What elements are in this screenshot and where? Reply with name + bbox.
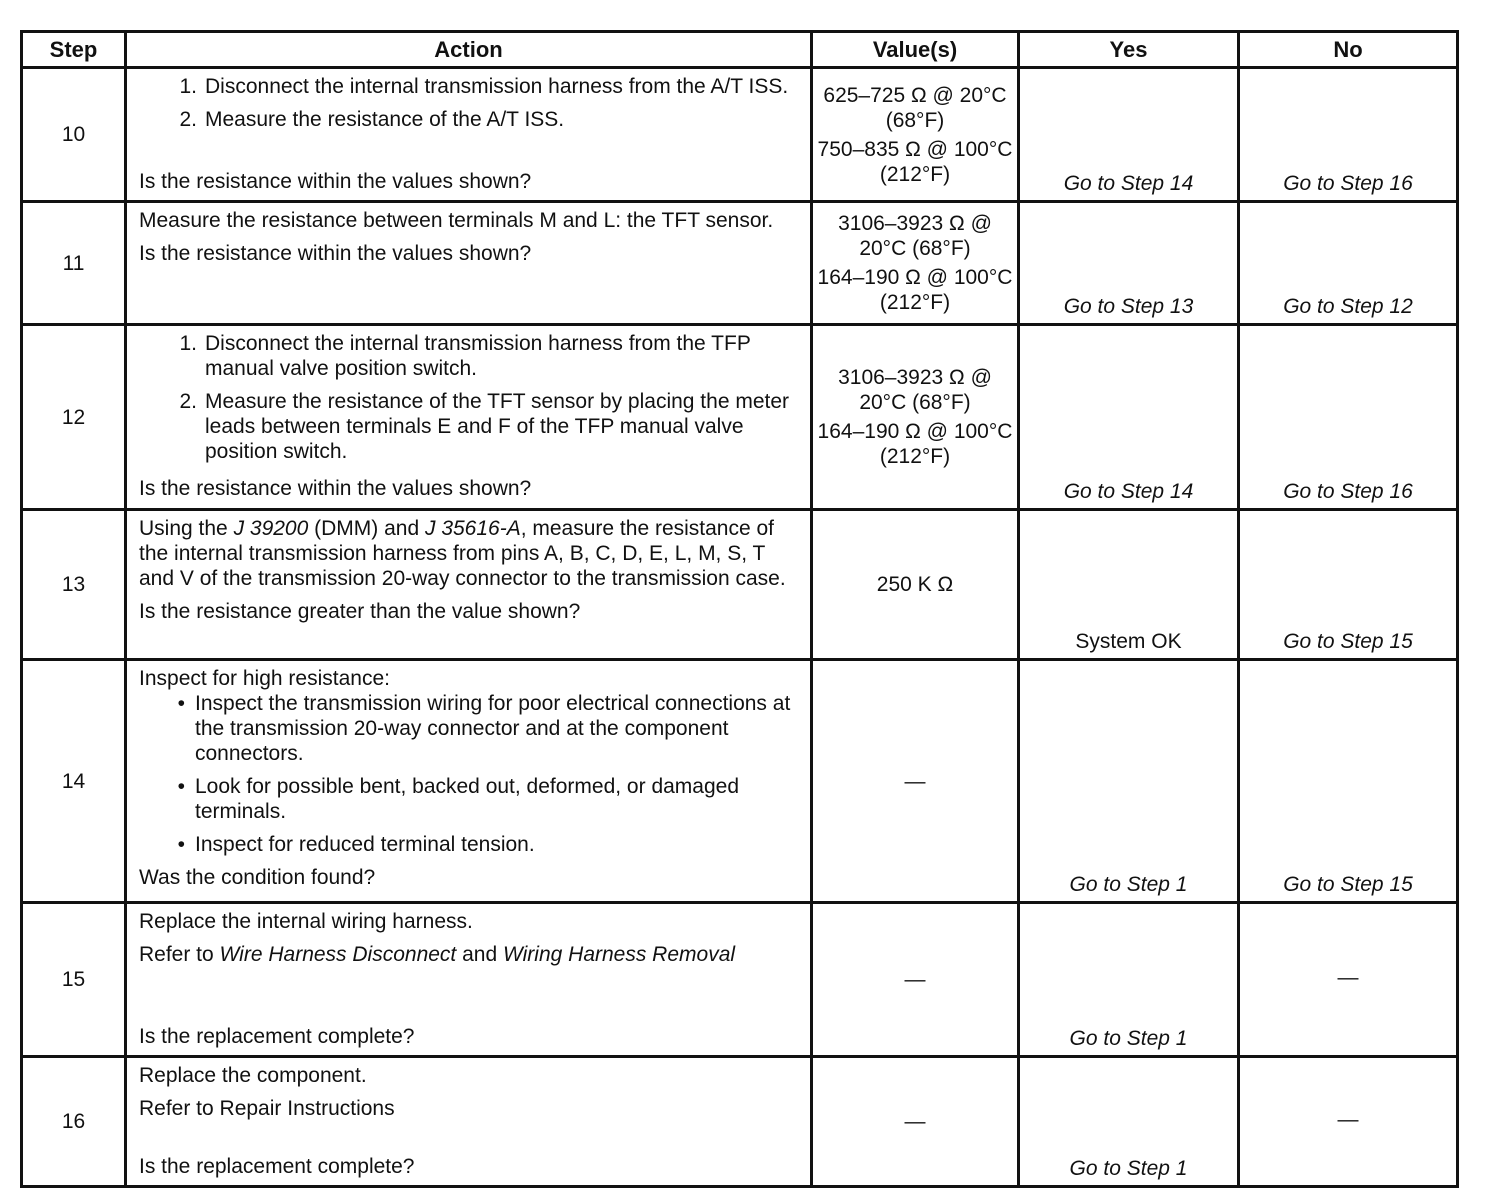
value-cell: — bbox=[812, 903, 1019, 1057]
procedure-reference: Wiring Harness Removal bbox=[503, 943, 736, 966]
step-number: 13 bbox=[22, 510, 126, 660]
bullet-item: • Inspect for reduced terminal tension. bbox=[177, 833, 535, 856]
action-question: Is the replacement complete? bbox=[139, 1025, 415, 1048]
value-text: 164–190 Ω @ 100°C (212°F) bbox=[817, 266, 1013, 314]
action-cell bbox=[126, 325, 812, 510]
action-question: Is the resistance greater than the value shown? bbox=[139, 600, 581, 623]
action-step: 1. Disconnect the internal transmission harness from the A/T ISS. bbox=[179, 75, 789, 98]
refer-text: Refer to Wire Harness Disconnect and Wiring Harness Removal bbox=[139, 943, 736, 966]
step-number: 14 bbox=[22, 660, 126, 903]
header-yes: Yes bbox=[1019, 32, 1239, 68]
value-text: 3106–3923 Ω @ 20°C (68°F) bbox=[838, 366, 992, 414]
action-text: Replace the internal wiring harness. bbox=[139, 910, 473, 933]
tool-reference: J 35616-A bbox=[424, 517, 521, 540]
diagnostic-table bbox=[20, 30, 1459, 1188]
value-text: 750–835 Ω @ 100°C (212°F) bbox=[817, 137, 1013, 186]
action-question: Is the resistance within the values shown? bbox=[139, 477, 532, 500]
bullet-item: • Look for possible bent, backed out, deformed, or damaged terminals. bbox=[177, 775, 740, 823]
yes-result: Go to Step 14 bbox=[1019, 68, 1239, 202]
table-row bbox=[22, 660, 1458, 903]
yes-result: Go to Step 1 bbox=[1019, 903, 1239, 1057]
yes-result: Go to Step 13 bbox=[1019, 202, 1239, 325]
header-step: Step bbox=[22, 32, 126, 68]
header-no: No bbox=[1239, 32, 1458, 68]
yes-result: Go to Step 1 bbox=[1019, 660, 1239, 903]
value-cell bbox=[812, 68, 1019, 202]
yes-result: Go to Step 1 bbox=[1019, 1057, 1239, 1187]
yes-result: System OK bbox=[1019, 510, 1239, 660]
value-cell bbox=[812, 325, 1019, 510]
action-question: Is the resistance within the values shown? bbox=[139, 170, 532, 193]
step-number: 11 bbox=[22, 202, 126, 325]
action-text: Replace the component. bbox=[139, 1064, 367, 1087]
no-result: Go to Step 12 bbox=[1239, 202, 1458, 325]
action-question: Was the condition found? bbox=[139, 866, 376, 889]
table-row bbox=[22, 68, 1458, 202]
table-row bbox=[22, 325, 1458, 510]
table-row bbox=[22, 903, 1458, 1057]
step-number: 16 bbox=[22, 1057, 126, 1187]
value-cell bbox=[812, 202, 1019, 325]
no-result: — bbox=[1239, 1057, 1458, 1187]
tool-reference: J 39200 bbox=[233, 517, 309, 540]
value-text: 3106–3923 Ω @ 20°C (68°F) bbox=[838, 212, 992, 260]
action-cell bbox=[126, 1057, 812, 1187]
no-result: Go to Step 16 bbox=[1239, 325, 1458, 510]
action-cell bbox=[126, 68, 812, 202]
table-row bbox=[22, 202, 1458, 325]
step-number: 15 bbox=[22, 903, 126, 1057]
action-text: Using the J 39200 (DMM) and J 35616-A, measure the resistance of the internal transmission harness from pins A, B, C, D, E, L, M, S, T and V of the transmission 20-way connector to the transmission case. bbox=[139, 517, 786, 590]
action-cell bbox=[126, 202, 812, 325]
action-text: Measure the resistance between terminals M and L: the TFT sensor. bbox=[139, 209, 774, 232]
value-text: 164–190 Ω @ 100°C (212°F) bbox=[817, 420, 1013, 468]
header-action: Action bbox=[126, 32, 812, 68]
value-cell: — bbox=[812, 660, 1019, 903]
no-result: Go to Step 16 bbox=[1239, 68, 1458, 202]
action-intro: Inspect for high resistance: bbox=[139, 667, 390, 690]
action-step: 1. Disconnect the internal transmission harness from the TFP manual valve position switch. bbox=[179, 332, 751, 380]
action-question: Is the resistance within the values shown? bbox=[139, 242, 532, 265]
table-row bbox=[22, 510, 1458, 660]
bullet-item: • Inspect the transmission wiring for poor electrical connections at the transmission 20-way connector and at the component connectors. bbox=[177, 692, 791, 765]
step-number: 12 bbox=[22, 325, 126, 510]
action-cell bbox=[126, 660, 812, 903]
table-row bbox=[22, 1057, 1458, 1187]
value-cell: — bbox=[812, 1057, 1019, 1187]
no-result: Go to Step 15 bbox=[1239, 660, 1458, 903]
header-values: Value(s) bbox=[812, 32, 1019, 68]
value-cell: 250 K Ω bbox=[812, 510, 1019, 660]
step-number: 10 bbox=[22, 68, 126, 202]
action-step: 2. Measure the resistance of the A/T ISS. bbox=[179, 108, 565, 131]
action-cell bbox=[126, 903, 812, 1057]
action-cell bbox=[126, 510, 812, 660]
no-result: — bbox=[1239, 903, 1458, 1057]
procedure-reference: Wire Harness Disconnect bbox=[219, 943, 457, 966]
action-question: Is the replacement complete? bbox=[139, 1155, 415, 1178]
header-row bbox=[22, 32, 1458, 68]
yes-result: Go to Step 14 bbox=[1019, 325, 1239, 510]
refer-text: Refer to Repair Instructions bbox=[139, 1097, 395, 1120]
value-text: 625–725 Ω @ 20°C (68°F) bbox=[823, 83, 1007, 132]
action-step: 2. Measure the resistance of the TFT sensor by placing the meter leads between terminals E and F of the TFP manual valve position switch. bbox=[179, 390, 790, 463]
no-result: Go to Step 15 bbox=[1239, 510, 1458, 660]
